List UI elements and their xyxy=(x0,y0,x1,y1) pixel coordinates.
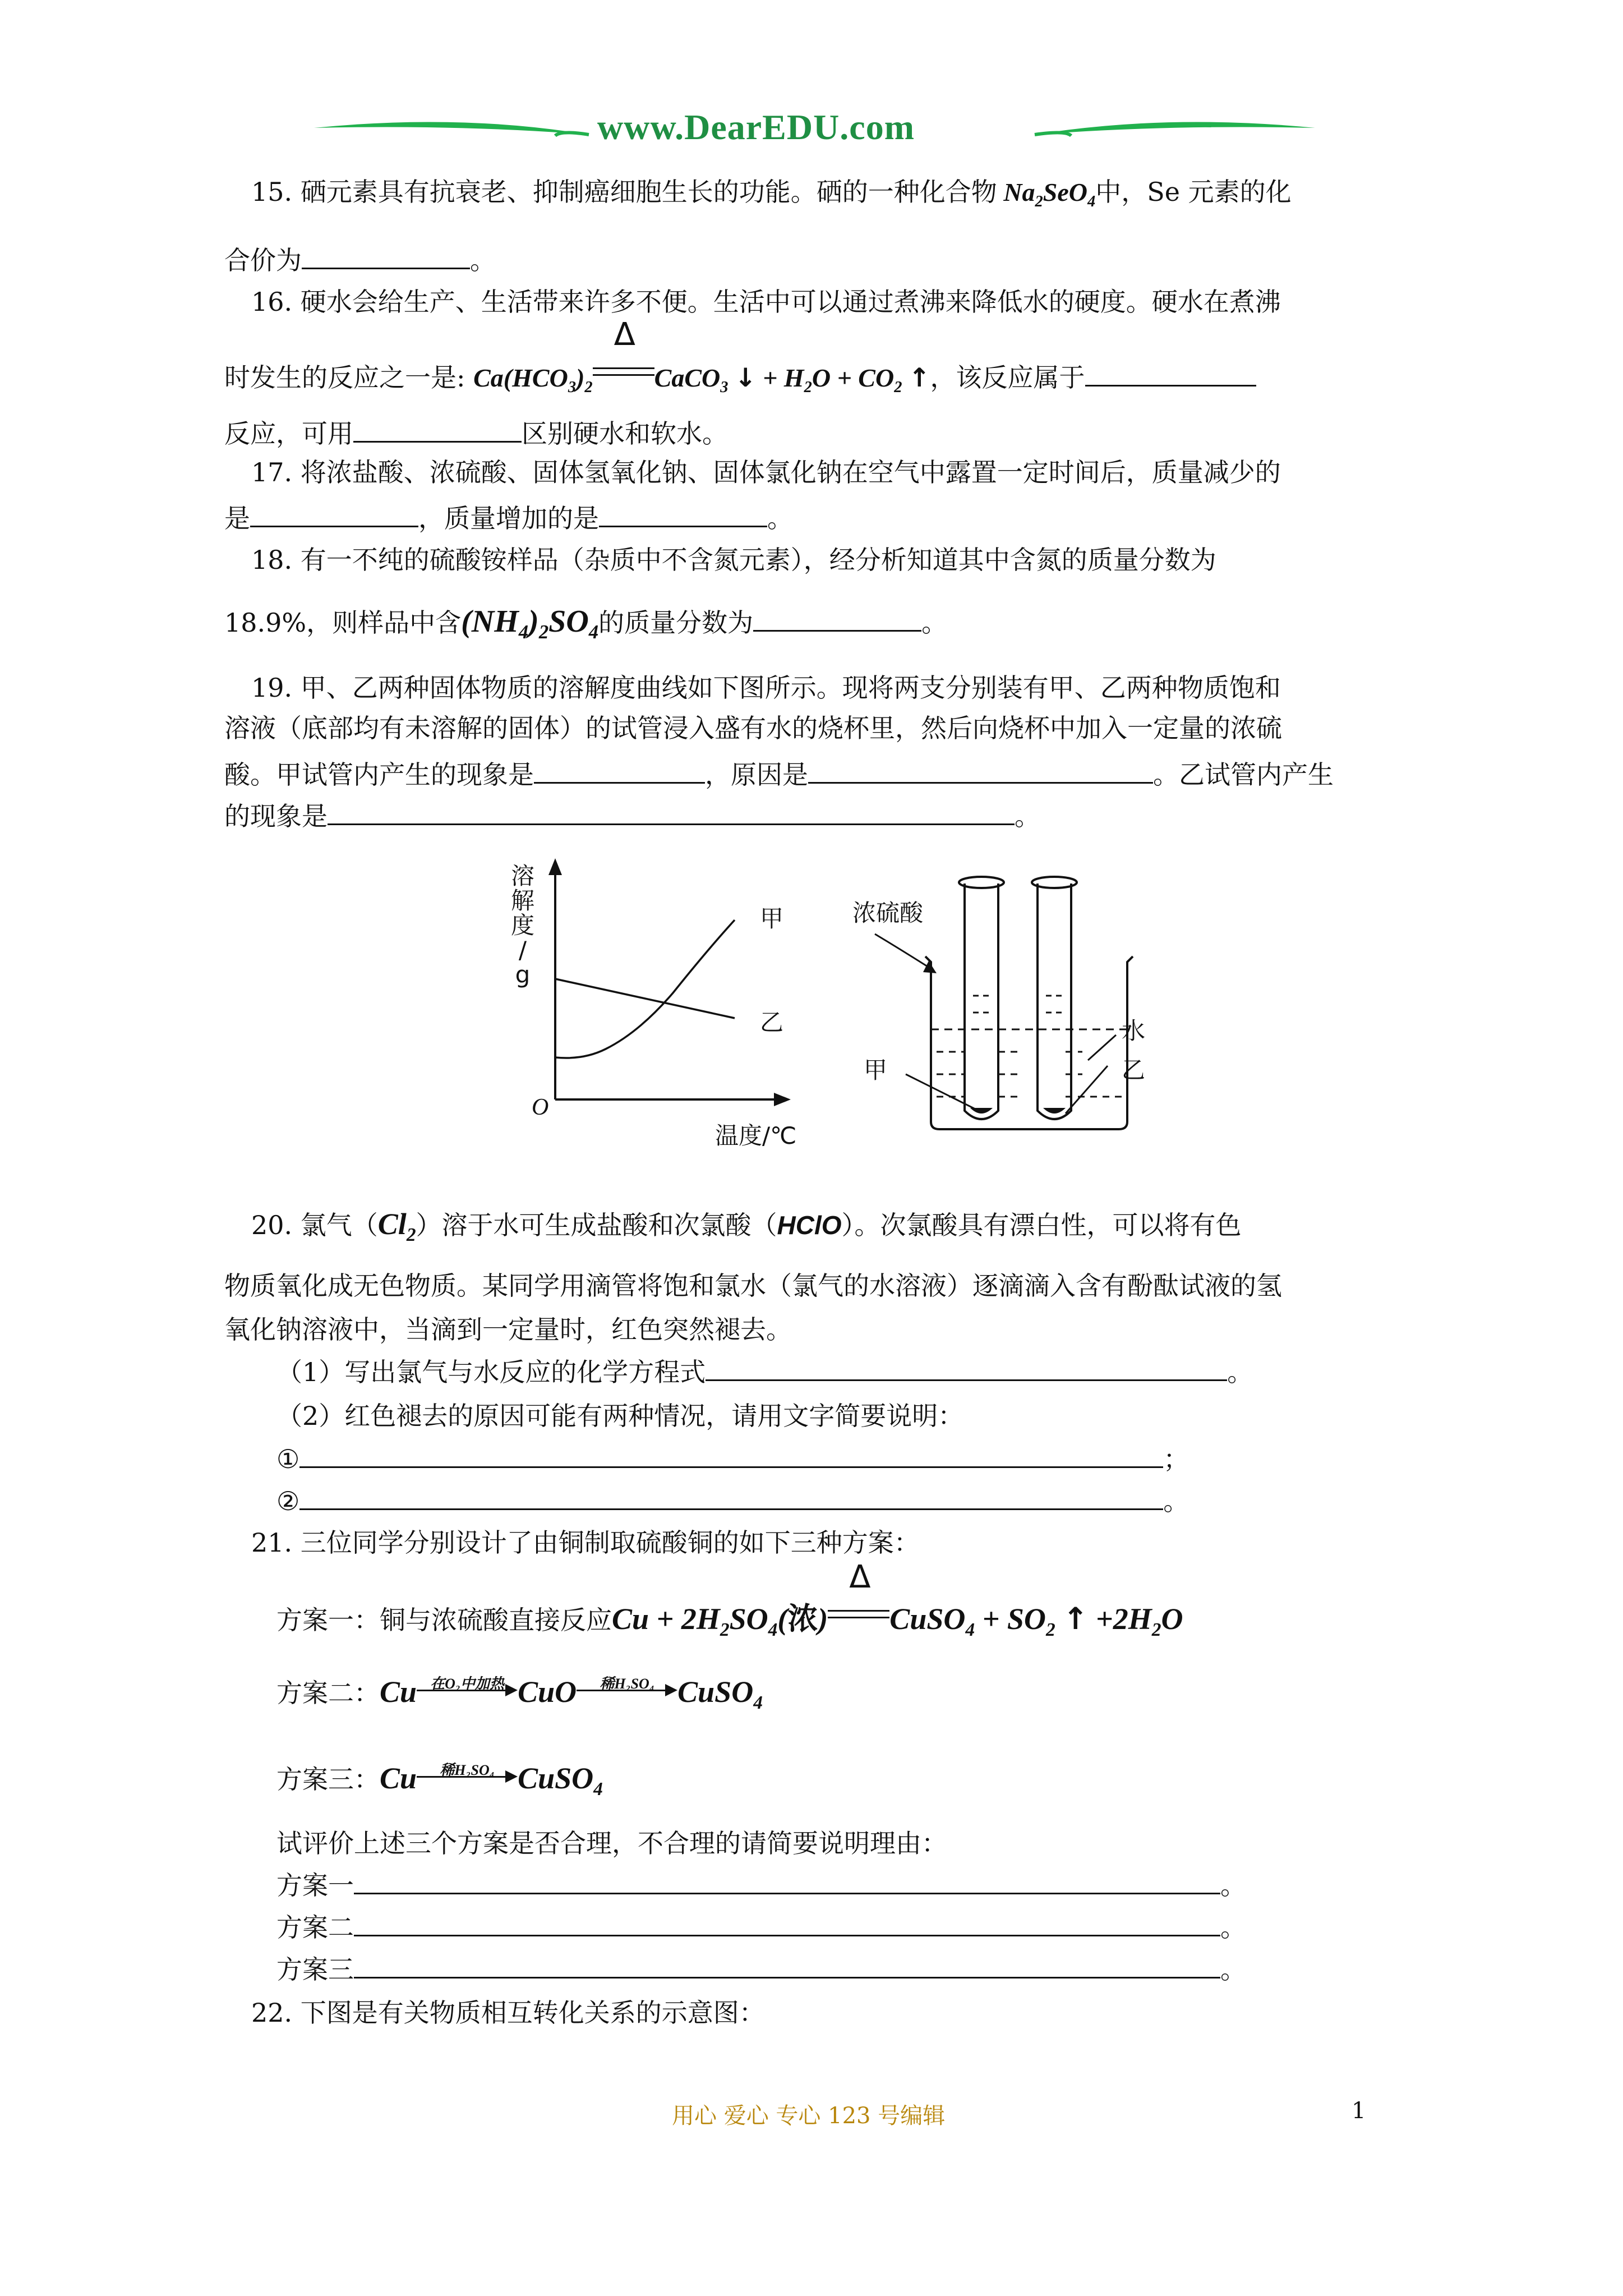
reaction-arrow-icon: 在O₂中加热 xyxy=(417,1673,518,1706)
q21-plan2: 方案二：Cu 在O₂中加热 CuO 稀H₂SO₄ CuSO$_4$ xyxy=(276,1673,763,1720)
reaction-arrow-icon: 稀H₂SO₄ xyxy=(577,1673,677,1706)
q20-choice1: ① ； xyxy=(276,1442,1189,1476)
tube-jia-label: 甲 xyxy=(864,1056,888,1084)
q20-line2: 物质氧化成无色物质。某同学用滴管将饱和氯水（氯气的水溶液）逐滴滴入含有酚酞试液的氢 xyxy=(224,1271,1282,1301)
origin-label: O xyxy=(532,1094,549,1120)
q18-line2: 18.9%，则样品中含$(NH_4)_2SO_4$的质量分数为 。 xyxy=(224,604,948,643)
answer-blank[interactable] xyxy=(299,1442,1163,1468)
q16-line2: 时发生的反应之一是: $Ca(HCO_3)_2$ Δ CaCO$_3$ ↓ + $H_2O + CO_2$ ↑，该反应属于 xyxy=(224,356,1256,404)
answer-blank[interactable] xyxy=(302,243,470,269)
acid-label: 浓硫酸 xyxy=(852,899,924,927)
q20-sub2: （2）红色褪去的原因可能有两种情况，请用文字简要说明： xyxy=(276,1401,964,1431)
x-axis-arrow-icon xyxy=(774,1093,791,1106)
curve-yi xyxy=(555,979,735,1018)
q17-line2: 是 ，质量增加的是 。 xyxy=(224,501,793,535)
solubility-graph xyxy=(494,858,830,1150)
equation-ca-hco3: $Ca(HCO_3)_2$ xyxy=(473,364,593,397)
answer-blank[interactable] xyxy=(354,1910,1220,1936)
x-axis-label: 温度/℃ xyxy=(715,1122,797,1149)
curve-yi-label: 乙 xyxy=(760,1009,784,1036)
answer-blank[interactable] xyxy=(599,501,767,527)
q19-line1: 19. 甲、乙两种固体物质的溶解度曲线如下图所示。现将两支分别装有甲、乙两种物质饱和 xyxy=(251,673,1281,703)
header-banner xyxy=(0,101,1623,168)
y-axis-label: 溶 解 度 / g xyxy=(510,862,534,988)
heat-equals-icon: Δ xyxy=(593,356,654,390)
answer-blank[interactable] xyxy=(250,501,418,527)
beaker-apparatus xyxy=(852,872,1166,1142)
q19-line4: 的现象是 。 xyxy=(224,799,1040,833)
curve-jia xyxy=(555,920,735,1058)
q21-plan1: 方案一：铜与浓硫酸直接反应$Cu + 2H_2SO_4$(浓) Δ CuSO$_4$ + $SO_2$ ↑ $+2H_2O$ xyxy=(276,1559,1183,1640)
q21-answer1: 方案一 。 xyxy=(276,1868,1246,1902)
acid-arrow-icon xyxy=(923,961,937,973)
q20-line3: 氧化钠溶液中，当滴到一定量时，红色突然褪去。 xyxy=(224,1314,792,1345)
water-label: 水 xyxy=(1122,1017,1146,1045)
answer-blank[interactable] xyxy=(534,757,705,784)
q21-answer2: 方案二 。 xyxy=(276,1910,1246,1944)
answer-blank[interactable] xyxy=(299,1484,1163,1510)
answer-blank[interactable] xyxy=(354,1868,1220,1894)
q18-line1: 18. 有一不纯的硫酸铵样品（杂质中不含氮元素），经分析知道其中含氮的质量分数为 xyxy=(251,545,1216,575)
reaction-arrow-icon: 稀H₂SO₄ xyxy=(417,1759,518,1793)
q21-eval: 试评价上述三个方案是否合理，不合理的请简要说明理由： xyxy=(276,1828,947,1858)
answer-blank[interactable] xyxy=(1085,360,1256,386)
tube-yi-label: 乙 xyxy=(1122,1056,1146,1084)
test-tube-yi xyxy=(1038,884,1071,1119)
test-tube-jia xyxy=(965,884,998,1119)
q21-line1: 21. 三位同学分别设计了由铜制取硫酸铜的如下三种方案： xyxy=(251,1527,920,1558)
answer-blank[interactable] xyxy=(808,757,1153,784)
heat-equals-icon: Δ xyxy=(828,1599,889,1632)
answer-blank[interactable] xyxy=(753,605,921,632)
q21-plan3: 方案三：Cu 稀H₂SO₄ CuSO$_4$ xyxy=(276,1759,603,1806)
q20-choice2: ② 。 xyxy=(276,1484,1189,1518)
curve-jia-label: 甲 xyxy=(760,905,784,932)
q21-answer3: 方案三 。 xyxy=(276,1952,1246,1986)
q19-line2: 溶液（底部均有未溶解的固体）的试管浸入盛有水的烧杯里，然后向烧杯中加入一定量的浓硫 xyxy=(224,713,1282,743)
q17-line1: 17. 将浓盐酸、浓硫酸、固体氢氧化钠、固体氯化钠在空气中露置一定时间后，质量减少的 xyxy=(251,457,1281,487)
q22-line1: 22. 下图是有关物质相互转化关系的示意图： xyxy=(251,1998,765,2028)
q16-line1: 16. 硬水会给生产、生活带来许多不便。生活中可以通过煮沸来降低水的硬度。硬水在煮沸 xyxy=(251,287,1281,317)
answer-blank[interactable] xyxy=(354,1952,1220,1978)
site-name[interactable]: www.DearEDU.com xyxy=(597,107,915,147)
footer-text: 用心 爱心 专心 123 号编辑 xyxy=(672,2103,946,2129)
q16-line3: 反应，可用 区别硬水和软水。 xyxy=(224,416,728,450)
q20-sub1: （1）写出氯气与水反应的化学方程式 。 xyxy=(276,1355,1253,1389)
q20-line1: 20. 氯气$(Cl_2)$溶于水可生成盐酸和次氯酸（HClO）。次氯酸具有漂白性，可以将有色 xyxy=(251,1207,1242,1245)
y-axis-arrow-icon xyxy=(548,858,562,875)
formula-nh4-2so4: $(NH_4)_2SO_4$ xyxy=(461,604,599,643)
beaker xyxy=(925,956,1133,1129)
q19-line3: 酸。甲试管内产生的现象是 ，原因是 。乙试管内产生 xyxy=(224,757,1334,792)
answer-blank[interactable] xyxy=(706,1355,1227,1381)
formula-hclo: HClO xyxy=(777,1211,842,1240)
q15-line1: 15. 硒元素具有抗衰老、抑制癌细胞生长的功能。硒的一种化合物 $Na_2SeO_4$中，Se 元素的化 xyxy=(251,177,1292,211)
formula-na2seo4: $Na_2SeO_4$ xyxy=(997,178,1096,211)
answer-blank[interactable] xyxy=(328,799,1015,825)
page-number: 1 xyxy=(1352,2098,1366,2124)
formula-cl2: $Cl_2$ xyxy=(377,1207,416,1245)
answer-blank[interactable] xyxy=(353,416,522,443)
q15-line2: 合价为 。 xyxy=(224,243,496,277)
